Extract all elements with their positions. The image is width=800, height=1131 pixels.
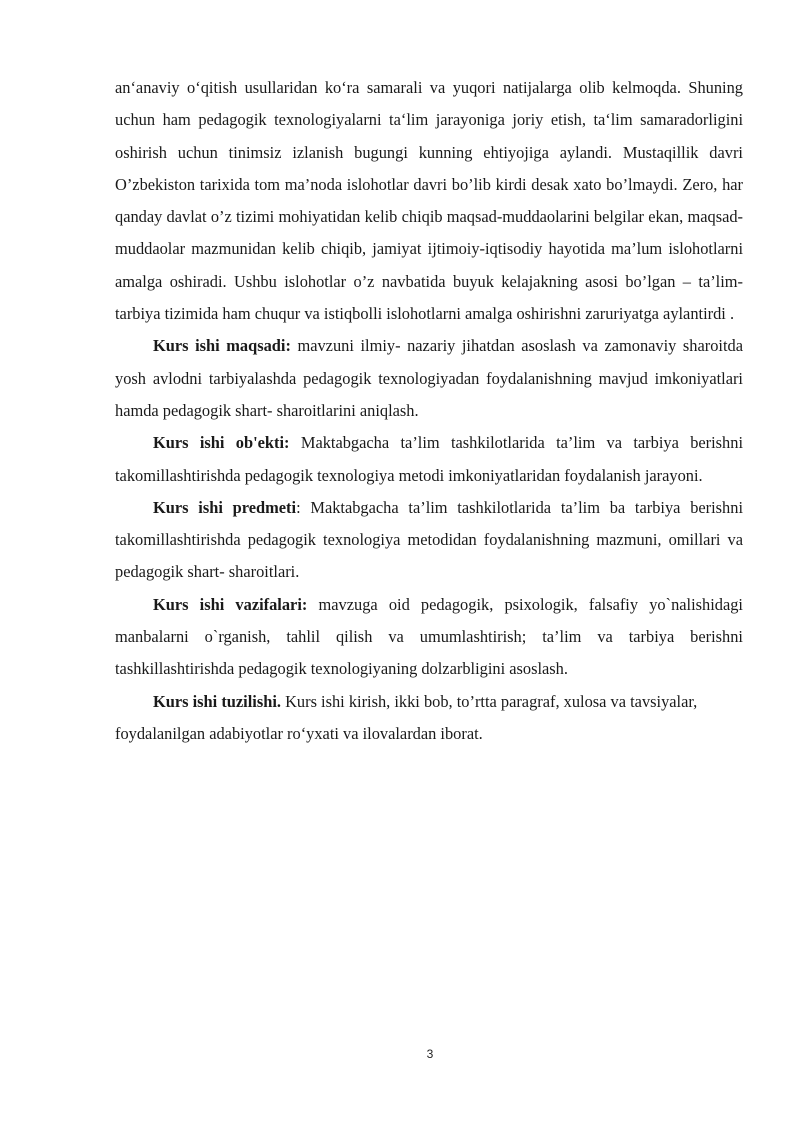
subject-paragraph (115, 492, 743, 589)
object-paragraph (115, 427, 743, 492)
purpose-heading: Kurs ishi maqsadi: (153, 336, 291, 356)
intro-paragraph: an‘anaviy o‘qitish usullaridan ko‘ra samarali va yuqori natijalarga olib kelmoqda. Shuning uchun ham pedagogik texnologiyalarni ta‘lim jarayoniga joriy etish, ta‘lim samaradorligini oshirish uchun tinimsiz izlanish bugungi kunning ehtiyojiga aylandi. Mustaqillik davri O’zbekiston tarixida tom ma’noda islohotlar davri bo’lib kirdi desak xato bo’lmaydi. Zero, har qanday davlat o’z tizimi mohiyatidan kelib chiqib maqsad-muddaolarini belgilar ekan, maqsad-muddaolar mazmunidan kelib chiqib, jamiyat ijtimoiy-iqtisodiy hayotida ma’lum islohotlarni amalga oshiradi. Ushbu islohotlar o’z navbatida buyuk kelajakning asosi bo’lgan – ta’lim-tarbiya tizimida ham chuqur va istiqbolli islohotlarni amalga oshirishni zaruriyatga aylantirdi . (115, 78, 743, 324)
structure-text: Kurs ishi kirish, ikki bob, to’rtta paragraf, xulosa va tavsiyalar, foydalanilgan adabiyotlar ro‘yxati va ilovalardan iborat. (115, 691, 698, 743)
object-text: Maktabgacha ta’lim tashkilotlarida ta’lim va tarbiya berishni takomillashtirishda pedagogik texnologiya metodi imkoniyatlaridan foydalanish jarayoni. (115, 433, 743, 485)
purpose-paragraph (115, 330, 743, 427)
object-heading: Kurs ishi ob'ekti: (153, 433, 290, 453)
subject-text: : Maktabgacha ta’lim tashkilotlarida ta’lim ba tarbiya berishni takomillashtirishda pedagogik texnologiya metodidan foydalanishning mazmuni, omillari va pedagogik shart- sharoitlari. (115, 497, 744, 582)
purpose-text: mavzuni ilmiy- nazariy jihatdan asoslash va zamonaviy sharoitda yosh avlodni tarbiyalashda pedagogik texnologiyadan foydalanishning mavjud imkoniyatlari hamda pedagogik shart- sharoitlarini aniqlash. (115, 336, 743, 420)
subject-heading: Kurs ishi predmeti (153, 497, 297, 517)
tasks-paragraph (115, 589, 743, 686)
structure-paragraph (115, 686, 743, 751)
body-text (115, 72, 743, 750)
tasks-heading: Kurs ishi vazifalari: (153, 594, 308, 614)
page-number: 3 (426, 1047, 434, 1061)
structure-heading: Kurs ishi tuzilishi. (153, 691, 281, 711)
tasks-text: mavzuga oid pedagogik, psixologik, falsafiy yo`nalishidagi manbalarni o`rganish, tahlil qilish va umumlashtirish; ta’lim va tarbiya berishni tashkillashtirishda pedagogik texnologiyaning dolzarbligini asoslash. (115, 594, 743, 679)
